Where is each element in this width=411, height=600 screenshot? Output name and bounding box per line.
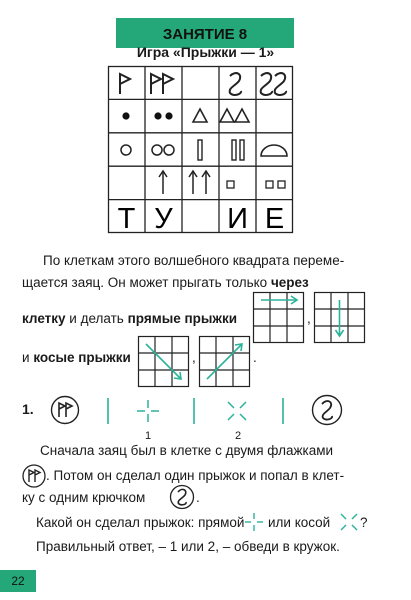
grid-letter-u: У [154,203,173,235]
cell-word: клетку [22,311,66,326]
one-hook-inline-icon [169,484,195,510]
straight-jump-option-icon[interactable] [137,400,159,422]
question-prefix: Какой он сделал прыжок: прямой [36,515,245,530]
answer-instruction: Правильный ответ, – 1 или 2, – обведи в кружок. [36,539,340,554]
grid-letter-i: И [227,203,248,235]
question-mark: ? [360,515,368,530]
through-word: через [270,275,309,290]
one-circle-icon [121,145,131,155]
two-flags-inline-icon [22,464,46,488]
two-dots-icon [154,112,172,119]
straight-jump-inline-icon [245,513,263,531]
lesson-title: ЗАНЯТИЕ 8 [162,26,248,43]
magic-square [108,66,293,233]
game-title: Игра «Прыжки — 1» [136,44,275,60]
two-circles-icon [152,145,174,155]
two-hooks-icon [261,73,286,95]
one-hook-icon [230,73,241,95]
one-hook-circle-icon [311,394,343,426]
two-squares-icon [266,181,285,188]
one-bar-icon [198,140,202,160]
page-number-badge [0,570,36,592]
two-triangles-icon [220,109,249,122]
one-flag-icon [120,74,130,94]
half-circle-icon [261,145,287,156]
diagonal-jump-diagram-2 [199,336,250,387]
two-flags-circle-icon [50,395,80,425]
grid-letter-t: Т [117,203,136,235]
one-triangle-icon [193,109,207,122]
exercise-line-3: ку с одним крючком [22,490,146,505]
page-number: 22 [11,574,25,588]
diagonal-jumps-text: косые прыжки [33,350,131,365]
diagonal-jump-option-icon[interactable] [226,400,248,422]
separator-line-1 [106,398,110,424]
one-dot-icon [122,112,129,119]
one-arrow-icon [159,171,167,194]
two-flags-icon [151,74,173,94]
diagonal-jump-diagram-1 [138,336,189,387]
straight-jumps-text: прямые прыжки [127,311,238,326]
two-bars-icon [232,140,244,160]
straight-jump-diagram-2 [314,292,365,343]
intro-line-2 [22,275,309,291]
one-square-icon [227,181,234,188]
and-text: и [22,350,30,365]
comma-1: , [307,311,311,326]
intro-line-3 [22,311,237,327]
two-arrows-icon [189,171,210,194]
exercise-line-3-end: . [196,490,200,505]
intro-line-2-text: щается заяц. Он может прыгать только [22,275,268,290]
separator-line-2 [192,398,196,424]
question-middle: или косой [268,515,331,530]
exercise-line-2: . Потом он сделал один прыжок и попал в клет- [46,468,345,483]
comma-2: , [192,350,196,365]
separator-line-3 [281,398,285,424]
intro-line-1: По клеткам этого волшебного квадрата переме- [43,253,345,268]
straight-jump-diagram-1 [253,292,304,343]
exercise-number: 1. [22,401,34,417]
grid-letter-e: Е [264,203,285,235]
option-2-label: 2 [235,430,242,442]
intro-line-4 [22,350,131,366]
and-do-text: и делать [69,311,124,326]
option-1-label: 1 [145,430,152,442]
exercise-line-1: Сначала заяц был в клетке с двумя флажками [40,443,334,458]
diagonal-jump-inline-icon [340,513,358,531]
period: . [253,350,257,365]
